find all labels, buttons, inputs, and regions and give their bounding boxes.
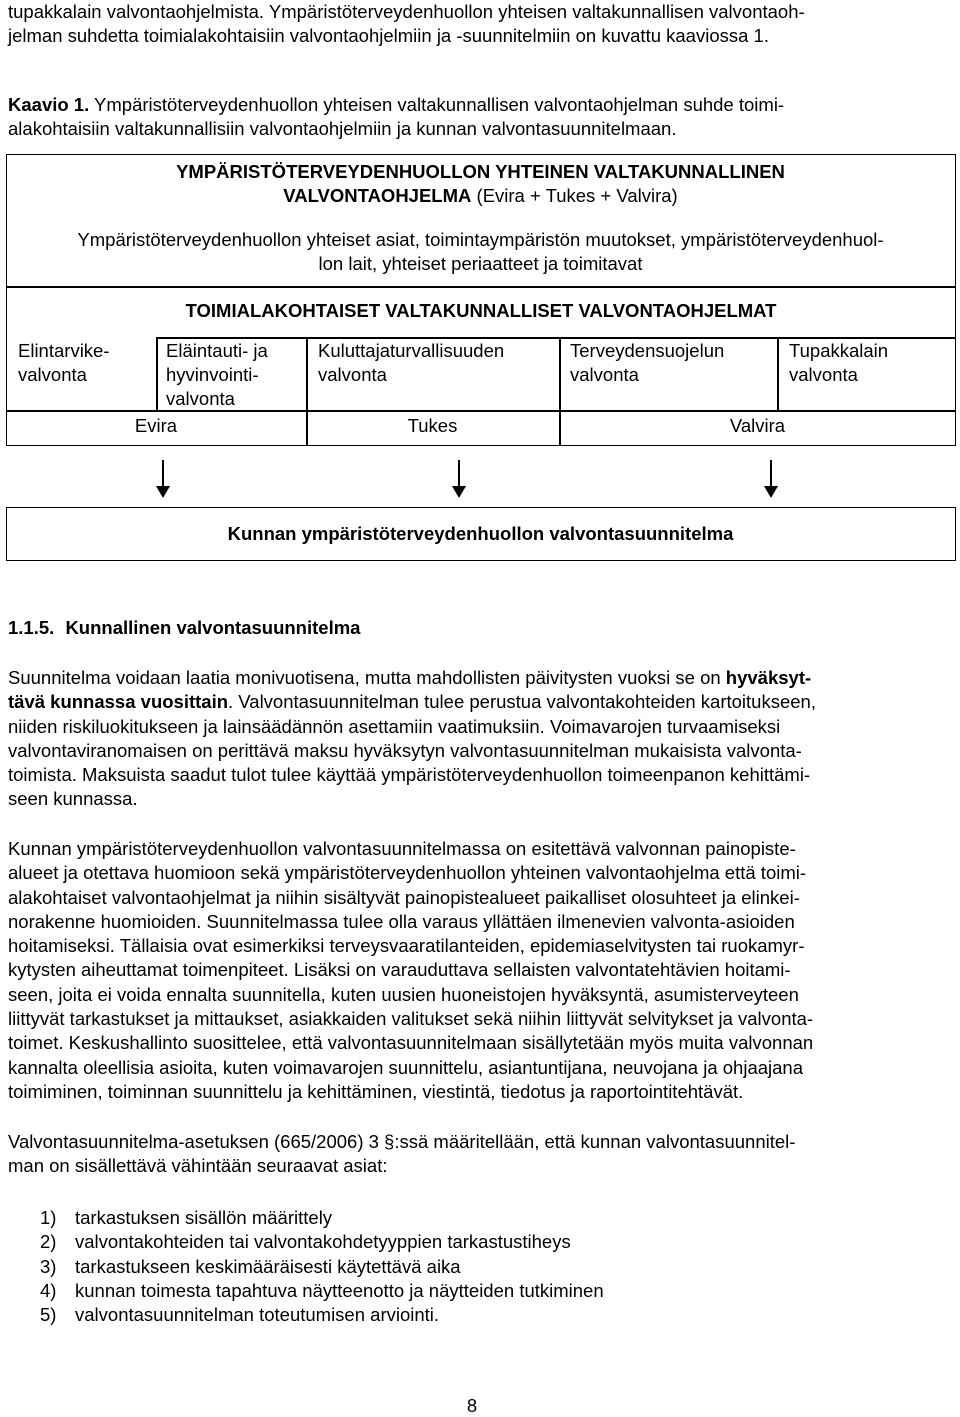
- para2-line: hoitamiseksi. Tällaisia ovat esimerkiksi terveysvaaratilanteiden, epidemiaselvitysten tai ruokamyr-: [8, 935, 805, 957]
- program-tobacco: [789, 339, 888, 387]
- divider-4: [777, 337, 779, 410]
- para2-line: seen, joita ei voida ennalta suunnitella, kuten uusien huoneistojen hyväksyntä, asumisterveyteen: [8, 983, 799, 1005]
- list-item: [40, 1230, 604, 1254]
- list-text: tarkastukseen keskimääräisesti käytettävä aika: [75, 1255, 461, 1277]
- para1-line-4: valvontaviranomaisen on perittävä maksu hyväksytyn valvontasuunnitelman mukaisista valvonta-: [8, 739, 802, 761]
- program-consumer-safety: [318, 339, 504, 387]
- program-line: Elintarvike-: [18, 340, 110, 361]
- program-line: Kuluttajaturvallisuuden: [318, 340, 505, 361]
- arrow-down-icon: [764, 460, 778, 498]
- list-text: tarkastuksen sisällön määrittely: [75, 1207, 333, 1228]
- list-item: [40, 1303, 604, 1327]
- intro-text: [8, 0, 940, 49]
- para3-line-2: man on sisällettävä vähintään seuraavat asiat:: [8, 1155, 388, 1177]
- para1-line-5: toimista. Maksuista saadut tulot tulee käyttää ympäristöterveydenhuollon toimeenpanon kehittämi-: [8, 764, 811, 786]
- diagram-title-agencies: (Evira + Tukes + Valvira): [471, 185, 678, 206]
- arrow-down-icon: [156, 460, 170, 498]
- diagram-title: [7, 160, 954, 208]
- para1-line-6: seen kunnassa.: [8, 788, 138, 810]
- para2-line: toimiminen, toiminnan suunnittelu ja kehittäminen, viestintä, tiedotus ja raportointitehtävät.: [8, 1080, 744, 1102]
- diagram-divider: [6, 286, 956, 288]
- list-number: 2): [40, 1231, 57, 1253]
- figure-caption-line-2: alakohtaisiin valtakunnallisiin valvontaohjelmiin ja kunnan valvontasuunnitelmaan.: [8, 118, 677, 140]
- agency-valvira: Valvira: [729, 415, 786, 436]
- sector-programs-title: TOIMIALAKOHTAISET VALTAKUNNALLISET VALVONTAOHJELMAT: [185, 300, 777, 321]
- list-text: valvontakohteiden tai valvontakohdetyyppien tarkastustiheys: [75, 1231, 571, 1253]
- figure-caption: [8, 93, 940, 142]
- list-text: valvontasuunnitelman toteutumisen arviointi.: [75, 1304, 440, 1326]
- paragraph-3: [8, 1130, 940, 1179]
- diagram-title-line-1: YMPÄRISTÖTERVEYDENHUOLLON YHTEINEN VALTAKUNNALLINEN: [176, 161, 785, 182]
- arrow-down-icon: [452, 460, 466, 498]
- para1-bold-1: hyväksyt-: [725, 667, 812, 688]
- para2-line: norakenne huomioiden. Suunnitelmassa tulee olla varaus yllättäen ilmenevien valvonta-asioiden: [8, 910, 795, 932]
- program-line: valvonta: [166, 388, 235, 409]
- list-item: [40, 1279, 604, 1303]
- list-number: 5): [40, 1304, 57, 1326]
- program-line: valvonta: [789, 364, 858, 385]
- para2-line: kytysten aiheuttamat toimenpiteet. Lisäksi on varauduttava sellaisten valvontatehtävien hoitami-: [8, 959, 791, 981]
- para2-line: Kunnan ympäristöterveydenhuollon valvontasuunnitelmassa on esitettävä valvonnan painopiste-: [8, 838, 796, 859]
- intro-line-2: jelman suhdetta toimialakohtaisiin valvontaohjelmiin ja -suunnitelmiin on kuvattu kaaviossa 1.: [8, 25, 769, 47]
- program-line: Terveydensuojelun: [570, 340, 725, 361]
- para1-line-3: niiden riskiluokitukseen ja lainsäädännön asettamiin vaatimuksiin. Voimavarojen turvaamiseksi: [8, 715, 781, 737]
- list-item: [40, 1206, 604, 1230]
- common-line-1: Ympäristöterveydenhuollon yhteiset asiat, toimintaympäristön muutokset, ympäristöterveydenhuol-: [77, 229, 884, 250]
- para2-line: alueet ja otettava huomioon sekä ympäristöterveydenhuollon yhteinen valvontaohjelma että toimi-: [8, 862, 807, 884]
- divider-1: [156, 337, 158, 410]
- section-heading: [8, 616, 940, 640]
- list-number: 3): [40, 1255, 57, 1277]
- program-line: valvonta: [318, 364, 387, 385]
- requirements-list: [40, 1206, 604, 1327]
- intro-line-1: tupakkalain valvontaohjelmista. Ympäristöterveydenhuollon yhteisen valtakunnallisen valvontaoh-: [8, 1, 805, 22]
- para2-line: kannalta oleellisia asioita, kuten voimavarojen suunnittelu, asiantuntijana, neuvojana ja ohjaajana: [8, 1056, 804, 1078]
- paragraph-1: [8, 666, 940, 812]
- section-title: Kunnallinen valvontasuunnitelma: [65, 617, 361, 638]
- para1-bold-2: tävä kunnassa vuosittain: [8, 691, 229, 713]
- municipal-plan-box: [6, 507, 956, 561]
- figure-label: Kaavio 1.: [8, 94, 90, 115]
- para1-line-1: Suunnitelma voidaan laatia monivuotisena, mutta mahdollisten päivitysten vuoksi se on: [8, 667, 726, 688]
- paragraph-2: [8, 837, 940, 1104]
- diagram-title-bold: VALVONTAOHJELMA: [283, 185, 472, 206]
- list-item: [40, 1255, 604, 1279]
- program-line: Eläintauti- ja: [166, 340, 268, 361]
- para3-line-1: Valvontasuunnitelma-asetuksen (665/2006) 3 §:ssä määritellään, että kunnan valvontasuunnitel-: [8, 1131, 796, 1152]
- agencies-top-line: [6, 410, 956, 412]
- program-line: Tupakkalain: [789, 340, 889, 361]
- common-line-2: lon lait, yhteiset periaatteet ja toimitavat: [318, 253, 643, 274]
- list-number: 1): [40, 1207, 57, 1228]
- section-number: 1.1.5.: [8, 617, 55, 638]
- figure-caption-line-1: Ympäristöterveydenhuollon yhteisen valtakunnallisen valvontaohjelman suhde toimi-: [89, 94, 785, 115]
- page-number: 8: [466, 1395, 478, 1416]
- para2-line: toimet. Keskushallinto suosittelee, että valvontasuunnitelmaan sisällytetään myös muita valvonnan: [8, 1032, 814, 1054]
- program-health-protection: [570, 339, 724, 387]
- agency-tukes: Tukes: [407, 415, 458, 436]
- para2-line: alakohtaiset valvontaohjelmat ja niihin sisältyvät painopistealueet paikalliset olosuhteet ja elinkei-: [8, 886, 800, 908]
- para1-line-2: . Valvontasuunnitelman tulee perustua valvontakohteiden kartoitukseen,: [228, 691, 816, 713]
- program-food-control: [18, 339, 110, 387]
- list-text: kunnan toimesta tapahtuva näytteenotto ja näytteiden tutkiminen: [75, 1279, 604, 1301]
- program-line: valvonta: [18, 364, 87, 385]
- program-animal-disease-welfare: [166, 339, 268, 411]
- agency-evira: Evira: [134, 415, 178, 436]
- program-line: hyvinvointi-: [166, 364, 259, 385]
- program-line: valvonta: [570, 364, 639, 385]
- list-number: 4): [40, 1279, 57, 1301]
- para2-line: liittyvät tarkastukset ja mittaukset, asiakkaiden valitukset sekä niihin liittyvät selvitykset ja valvonta-: [8, 1008, 814, 1030]
- diagram-common-matters: [7, 228, 954, 276]
- municipal-plan-title: Kunnan ympäristöterveydenhuollon valvontasuunnitelma: [227, 523, 734, 544]
